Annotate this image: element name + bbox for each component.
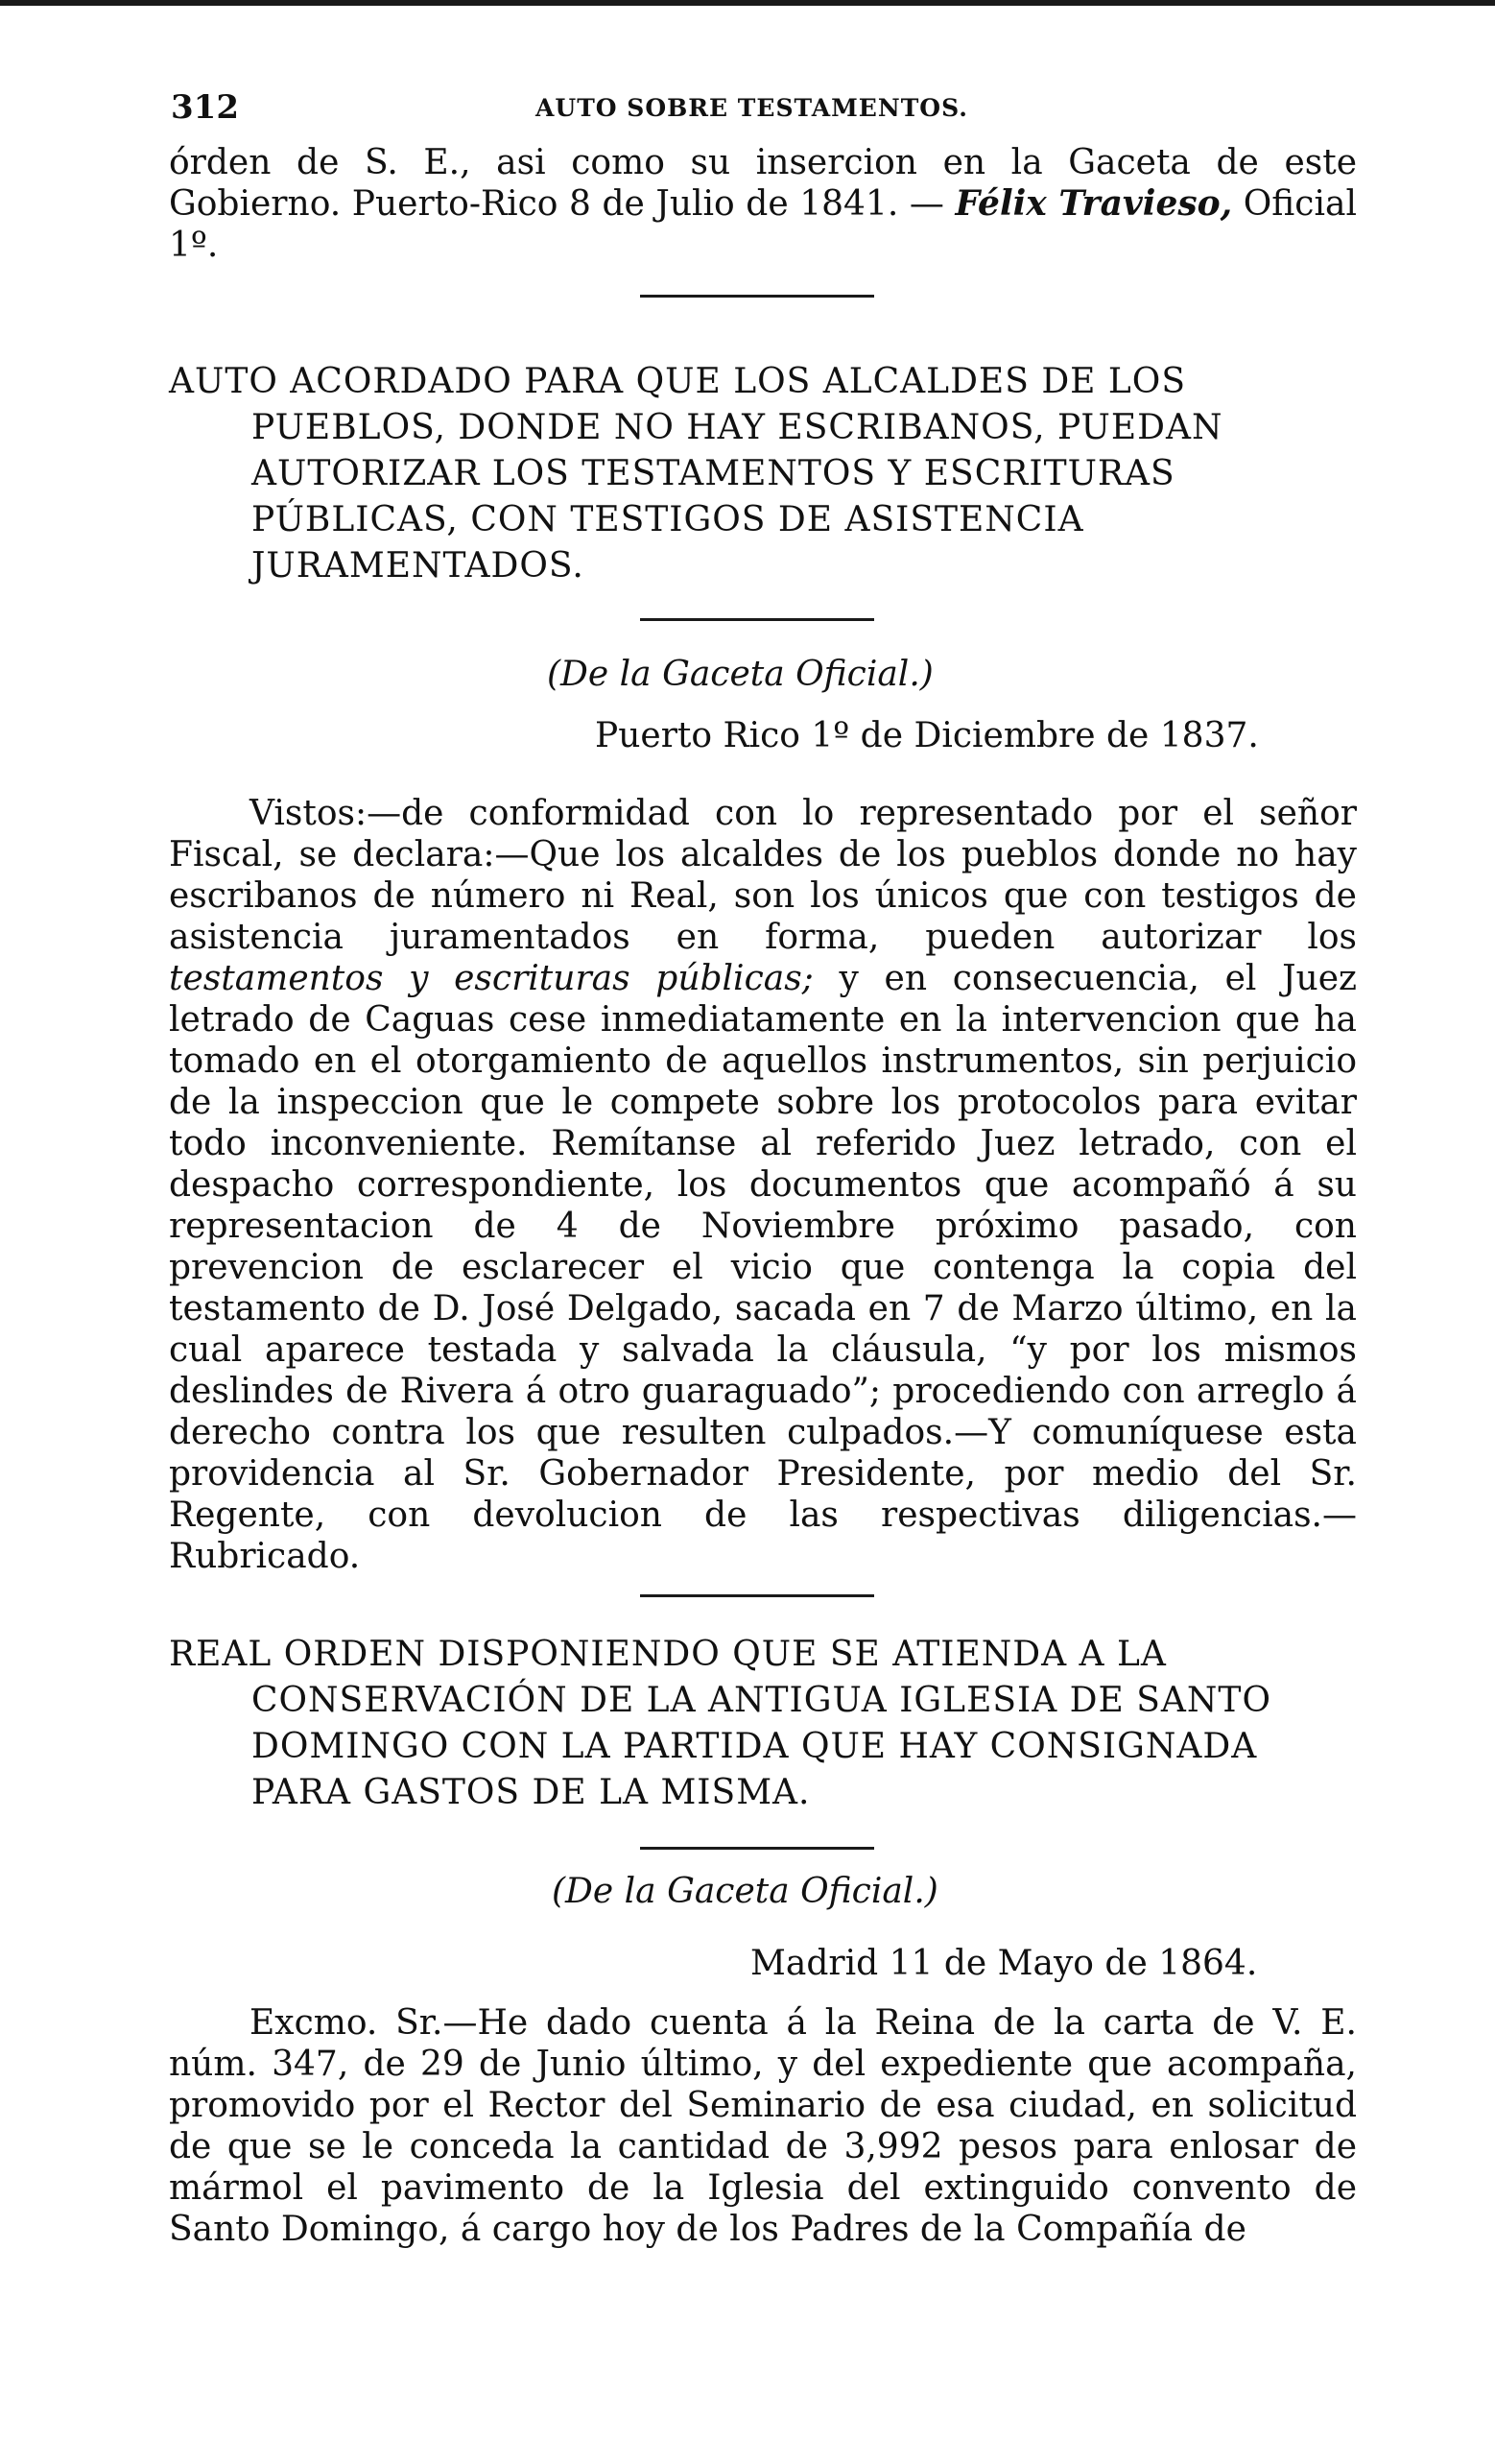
section2-body-text: Excmo. Sr.—He dado cuenta á la Reina de la carta de V. E. núm. 347, de 29 de Junio último, y del expediente que acompaña, promovido por el Rector del Seminario de esa ciudad, en solicitud de que se le conceda la cantidad de 3,992 pesos para enlosar de mármol el pavimento de la Iglesia del extinguido convento de Santo Domingo, á cargo hoy de los Padres de la Compañía de <box>169 2003 1357 2249</box>
section-divider <box>640 1594 874 1597</box>
top-border-rule <box>0 0 1495 6</box>
running-head: AUTO SOBRE TESTAMENTOS. <box>535 94 968 122</box>
section1-body-rest: y en consecuencia, el Juez letrado de Caguas cese inmediatamente en la intervencion que ha tomado en el otorgamiento de aquellos instrumentos, sin perjuicio de la inspeccion que le compete sobre los protocolos para evitar todo inconveniente. Remítanse al referido Juez letrado, con el despacho correspondiente, los documentos que acompañó á su representacion de 4 de Noviembre próximo pasado, con prevencion de esclarecer el vicio que contenga la copia del testamento de D. José Delgado, sacada en 7 de Marzo último, en la cual aparece testada y salvada la cláusula, “y por los mismos deslindes de Rivera á otro guaraguado”; procediendo con arreglo á derecho contra los que resulten culpados.—Y comuníquese esta providencia al Sr. Gobernador Presidente, por medio del Sr. Regente, con devolucion de las respectivas diligencias.—Rubricado. <box>169 959 1357 1576</box>
page-header <box>171 88 1357 127</box>
page-number: 312 <box>171 88 239 127</box>
section1-source: (De la Gaceta Oficial.) <box>547 655 934 694</box>
intro-paragraph <box>169 142 1357 266</box>
section2-body <box>169 2002 1357 2250</box>
section1-title <box>169 359 1357 589</box>
section1-title-rule <box>640 618 874 621</box>
section2-source: (De la Gaceta Oficial.) <box>552 1872 938 1911</box>
signature-name: Félix Travieso, <box>955 183 1233 224</box>
section2-title-first-line: REAL ORDEN DISPONIENDO QUE SE ATIENDA A LA <box>169 1635 1167 1674</box>
section1-body-italic: testamentos y escrituras públicas; <box>169 959 814 998</box>
signature-role: Oficial 1º. <box>169 184 1357 265</box>
section2-title-rule <box>640 1847 874 1850</box>
section1-body-start: Vistos:—de conformidad con lo representado por el señor Fiscal, se declara:—Que los alcaldes de los pueblos donde no hay escribanos de número ni Real, son los únicos que con testigos de asistencia juramentados en forma, pueden autorizar los <box>169 794 1357 957</box>
section1-dateline: Puerto Rico 1º de Diciembre de 1837. <box>595 716 1259 755</box>
section2-title <box>169 1632 1357 1816</box>
section-divider <box>640 295 874 298</box>
section1-title-first-line: AUTO ACORDADO PARA QUE LOS ALCALDES DE LOS <box>169 362 1186 401</box>
intro-text: órden de S. E., asi como su insercion en la Gaceta de este Gobierno. Puerto-Rico 8 de Julio de 1841. — <box>169 143 1357 224</box>
section2-dateline: Madrid 11 de Mayo de 1864. <box>750 1944 1258 1983</box>
section2-title-continuation: CONSERVACIÓN DE LA ANTIGUA IGLESIA DE SANTO DOMINGO CON LA PARTIDA QUE HAY CONSIGNADA PARA GASTOS DE LA MISMA. <box>251 1681 1271 1812</box>
section1-body <box>169 793 1357 1577</box>
section1-title-continuation: PUEBLOS, DONDE NO HAY ESCRIBANOS, PUEDAN AUTORIZAR LOS TESTAMENTOS Y ESCRITURAS PÚBLICAS, CON TESTIGOS DE ASISTENCIA JURAMENTADOS. <box>251 408 1223 586</box>
